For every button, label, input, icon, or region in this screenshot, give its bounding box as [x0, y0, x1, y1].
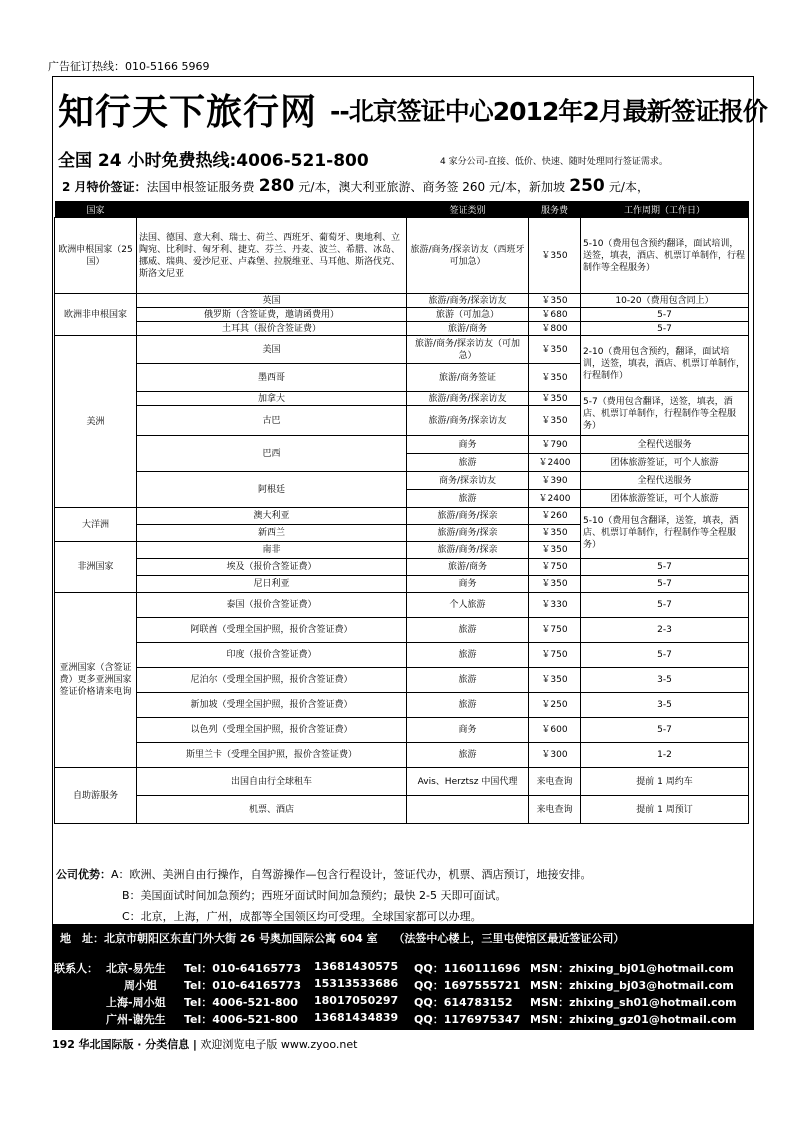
country-israel: 以色列（受理全国护照，报价含签证费） [137, 718, 407, 743]
brazil-business-period: 全程代送服务 [581, 436, 749, 454]
nigeria-fee: ￥350 [529, 576, 581, 593]
russia-visa-type: 旅游（可加急） [407, 308, 529, 322]
india-fee: ￥750 [529, 643, 581, 668]
header-country: 国家 [55, 201, 137, 218]
country-argentina: 阿根廷 [137, 472, 407, 508]
header-fee: 服务费 [529, 201, 581, 218]
contact-name: 北京-易先生 [106, 962, 166, 975]
contact-name: 上海-周小姐 [106, 996, 166, 1009]
canada-fee: ￥350 [529, 392, 581, 406]
brazil-tourism-type: 旅游 [407, 454, 529, 472]
contact-row [52, 1011, 754, 1029]
address-note: （法签中心楼上，三里屯使馆区最近签证公司） [393, 932, 625, 945]
contact-bar [52, 924, 754, 1030]
contact-msn: MSN：zhixing_bj03@hotmail.com [530, 979, 734, 992]
page-footer [52, 1036, 357, 1052]
israel-visa-type: 商务 [407, 718, 529, 743]
schengen-fee: ￥350 [529, 218, 581, 294]
oceania-period: 5-10（费用包含翻译，送签，填表，酒店、机票订单制作，行程制作等全程服务） [581, 508, 749, 559]
special-price-1: 280 [258, 176, 295, 196]
special-text-3: 元/本， [608, 180, 649, 194]
south-africa-fee: ￥350 [529, 542, 581, 559]
india-visa-type: 旅游 [407, 643, 529, 668]
country-south-africa: 南非 [137, 542, 407, 559]
contact-mobile: 18017050297 [314, 994, 399, 1007]
egypt-period: 5-7 [581, 559, 749, 576]
thailand-period: 5-7 [581, 593, 749, 618]
uae-visa-type: 旅游 [407, 618, 529, 643]
contact-qq: QQ：1160111696 [414, 962, 521, 975]
country-brazil: 巴西 [137, 436, 407, 472]
turkey-period: 5-7 [581, 322, 749, 336]
service-flight-hotel: 机票、酒店 [137, 796, 407, 824]
country-cuba: 古巴 [137, 406, 407, 436]
advantages-label: 公司优势： [56, 868, 111, 881]
country-thailand: 泰国（报价含签证费） [137, 593, 407, 618]
car-rental-fee: 来电查询 [529, 768, 581, 796]
region-non-schengen: 欧洲非申根国家 [55, 294, 137, 336]
header-period: 工作周期（工作日） [581, 201, 749, 218]
company-advantages [56, 864, 592, 927]
footer-link-text: 欢迎浏览电子版 www.zyoo.net [200, 1038, 358, 1051]
ad-hotline: 广告征订热线：010-5166 5969 [48, 60, 210, 73]
contact-name: 广州-谢先生 [106, 1013, 166, 1026]
contact-qq: QQ：1176975347 [414, 1013, 521, 1026]
car-rental-period: 提前 1 周约车 [581, 768, 749, 796]
address-text: 北京市朝阳区东直门外大街 26 号奥加国际公寓 604 室 [104, 932, 378, 945]
canada-cuba-period: 5-7（费用包含翻译，送签，填表，酒店、机票订单制作，行程制作等全程服务） [581, 392, 749, 436]
page-headline: --北京签证中心2012年2月最新签证报价 [330, 97, 767, 126]
flight-hotel-period: 提前 1 周预订 [581, 796, 749, 824]
australia-visa-type: 旅游/商务/探亲 [407, 508, 529, 525]
country-turkey: 土耳其（报价含签证费） [137, 322, 407, 336]
country-russia: 俄罗斯（含签证费，邀请函费用） [137, 308, 407, 322]
country-uae: 阿联酋（受理全国护照，报价含签证费） [137, 618, 407, 643]
nz-visa-type: 旅游/商务/探亲 [407, 525, 529, 542]
address-line [60, 930, 624, 946]
service-car-rental: 出国自由行全球租车 [137, 768, 407, 796]
thailand-visa-type: 个人旅游 [407, 593, 529, 618]
nigeria-period: 5-7 [581, 576, 749, 593]
schengen-visa-type: 旅游/商务/探亲访友（西班牙可加急） [407, 218, 529, 294]
advantage-a: A：欧洲、美洲自由行操作，自驾游操作—包含行程设计，签证代办，机票、酒店预订，地接安排。 [111, 868, 592, 881]
nigeria-visa-type: 商务 [407, 576, 529, 593]
israel-fee: ￥600 [529, 718, 581, 743]
nepal-period: 3-5 [581, 668, 749, 693]
cuba-fee: ￥350 [529, 406, 581, 436]
contact-msn: MSN：zhixing_gz01@hotmail.com [530, 1013, 737, 1026]
contact-row [52, 977, 754, 995]
country-uk: 英国 [137, 294, 407, 308]
uae-period: 2-3 [581, 618, 749, 643]
special-offer [62, 176, 649, 196]
header-visa-type: 签证类别 [407, 201, 529, 218]
srilanka-period: 1-2 [581, 743, 749, 768]
region-self-guided: 自助游服务 [55, 768, 137, 824]
india-period: 5-7 [581, 643, 749, 668]
srilanka-visa-type: 旅游 [407, 743, 529, 768]
contact-tel: Tel：4006-521-800 [184, 1013, 298, 1026]
argentina-business-fee: ￥390 [529, 472, 581, 490]
schengen-countries: 法国、德国、意大利、瑞士、荷兰、西班牙、葡萄牙、奥地利、立陶宛、比利时、匈牙利、捷克、芬兰、丹麦、波兰、希腊、冰岛、挪威、瑞典、爱沙尼亚、卢森堡、拉脱维亚、马耳他、斯洛伐克、斯洛文尼亚 [137, 218, 407, 294]
advantage-c: C：北京，上海，广州，成都等全国领区均可受理。全球国家都可以办理。 [122, 910, 482, 923]
egypt-visa-type: 旅游/商务 [407, 559, 529, 576]
israel-period: 5-7 [581, 718, 749, 743]
region-americas: 美洲 [55, 336, 137, 508]
contact-row [52, 994, 754, 1012]
schengen-period: 5-10（费用包含预约翻译，面试培训，送签，填表，酒店、机票订单制作，行程制作等全程服务） [581, 218, 749, 294]
hotline-note: 4 家分公司-直接、低价、快速、随时处理同行签证需求。 [440, 157, 668, 167]
turkey-fee: ￥800 [529, 322, 581, 336]
contact-label: 联系人： [54, 962, 98, 975]
egypt-fee: ￥750 [529, 559, 581, 576]
page-number: 192 [52, 1038, 75, 1051]
argentina-business-type: 商务/探亲访友 [407, 472, 529, 490]
argentina-business-period: 全程代送服务 [581, 472, 749, 490]
argentina-tourism-type: 旅游 [407, 490, 529, 508]
contact-msn: MSN：zhixing_bj01@hotmail.com [530, 962, 734, 975]
brazil-tourism-fee: ￥2400 [529, 454, 581, 472]
turkey-visa-type: 旅游/商务 [407, 322, 529, 336]
usa-mexico-period: 2-10（费用包含预约，翻译，面试培训，送签，填表，酒店、机票订单制作，行程制作） [581, 336, 749, 392]
special-label: 2 月特价签证： [62, 180, 147, 194]
country-australia: 澳大利亚 [137, 508, 407, 525]
contact-tel: Tel：010-64165773 [184, 979, 302, 992]
contact-tel: Tel：010-64165773 [184, 962, 302, 975]
country-mexico: 墨西哥 [137, 364, 407, 392]
mexico-visa-type: 旅游/商务签证 [407, 364, 529, 392]
canada-visa-type: 旅游/商务/探亲访友 [407, 392, 529, 406]
contact-row [52, 960, 754, 978]
brazil-business-fee: ￥790 [529, 436, 581, 454]
header-blank [137, 201, 407, 218]
region-schengen: 欧洲申根国家（25 国） [55, 218, 137, 294]
special-price-2: 250 [569, 176, 605, 196]
south-africa-visa-type: 旅游/商务/探亲 [407, 542, 529, 559]
uk-fee: ￥350 [529, 294, 581, 308]
country-nigeria: 尼日利亚 [137, 576, 407, 593]
nepal-visa-type: 旅游 [407, 668, 529, 693]
usa-fee: ￥350 [529, 336, 581, 364]
srilanka-fee: ￥300 [529, 743, 581, 768]
australia-fee: ￥260 [529, 508, 581, 525]
region-africa: 非洲国家 [55, 542, 137, 593]
car-rental-agent: Avis、Herztsz 中国代理 [407, 768, 529, 796]
country-nepal: 尼泊尔（受理全国护照，报价含签证费） [137, 668, 407, 693]
uk-period: 10-20（费用包含同上） [581, 294, 749, 308]
singapore-period: 3-5 [581, 693, 749, 718]
country-canada: 加拿大 [137, 392, 407, 406]
advantage-b: B：美国面试时间加急预约；西班牙面试时间加急预约；最快 2-5 天即可面试。 [122, 889, 507, 902]
brand-logo: 知行天下旅行网 [58, 91, 318, 133]
cuba-visa-type: 旅游/商务/探亲访友 [407, 406, 529, 436]
singapore-fee: ￥250 [529, 693, 581, 718]
country-singapore: 新加坡（受理全国护照，报价含签证费） [137, 693, 407, 718]
free-hotline: 全国 24 小时免费热线:4006-521-800 [58, 151, 369, 171]
nz-fee: ￥350 [529, 525, 581, 542]
region-asia: 亚洲国家（含签证费）更多亚洲国家签证价格请来电询 [55, 593, 137, 768]
argentina-tourism-fee: ￥2400 [529, 490, 581, 508]
country-sri-lanka: 斯里兰卡（受理全国护照，报价含签证费） [137, 743, 407, 768]
country-egypt: 埃及（报价含签证费） [137, 559, 407, 576]
contact-mobile: 13681430575 [314, 960, 399, 973]
usa-visa-type: 旅游/商务/探亲访友（可加急） [407, 336, 529, 364]
footer-separator: | [192, 1038, 197, 1051]
contact-tel: Tel：4006-521-800 [184, 996, 298, 1009]
contact-name: 周小姐 [124, 979, 157, 992]
argentina-tourism-period: 团体旅游签证，可个人旅游 [581, 490, 749, 508]
contact-qq: QQ：614783152 [414, 996, 513, 1009]
special-text-1: 法国申根签证服务费 [146, 180, 255, 194]
uae-fee: ￥750 [529, 618, 581, 643]
special-text-2: 元/本，澳大利亚旅游、商务签 260 元/本，新加坡 [298, 180, 566, 194]
nepal-fee: ￥350 [529, 668, 581, 693]
russia-fee: ￥680 [529, 308, 581, 322]
address-label: 地 址： [60, 932, 104, 945]
contact-mobile: 15313533686 [314, 977, 399, 990]
thailand-fee: ￥330 [529, 593, 581, 618]
brazil-tourism-period: 团体旅游签证，可个人旅游 [581, 454, 749, 472]
region-oceania: 大洋洲 [55, 508, 137, 542]
country-india: 印度（报价含签证费） [137, 643, 407, 668]
flight-hotel-blank [407, 796, 529, 824]
visa-price-table [54, 201, 749, 824]
singapore-visa-type: 旅游 [407, 693, 529, 718]
country-new-zealand: 新西兰 [137, 525, 407, 542]
publication-title: 华北国际版 · 分类信息 [78, 1038, 190, 1051]
uk-visa-type: 旅游/商务/探亲访友 [407, 294, 529, 308]
russia-period: 5-7 [581, 308, 749, 322]
flight-hotel-fee: 来电查询 [529, 796, 581, 824]
contact-msn: MSN：zhixing_sh01@hotmail.com [530, 996, 737, 1009]
contact-mobile: 13681434839 [314, 1011, 399, 1024]
mexico-fee: ￥350 [529, 364, 581, 392]
brazil-business-type: 商务 [407, 436, 529, 454]
contact-qq: QQ：1697555721 [414, 979, 521, 992]
country-usa: 美国 [137, 336, 407, 364]
